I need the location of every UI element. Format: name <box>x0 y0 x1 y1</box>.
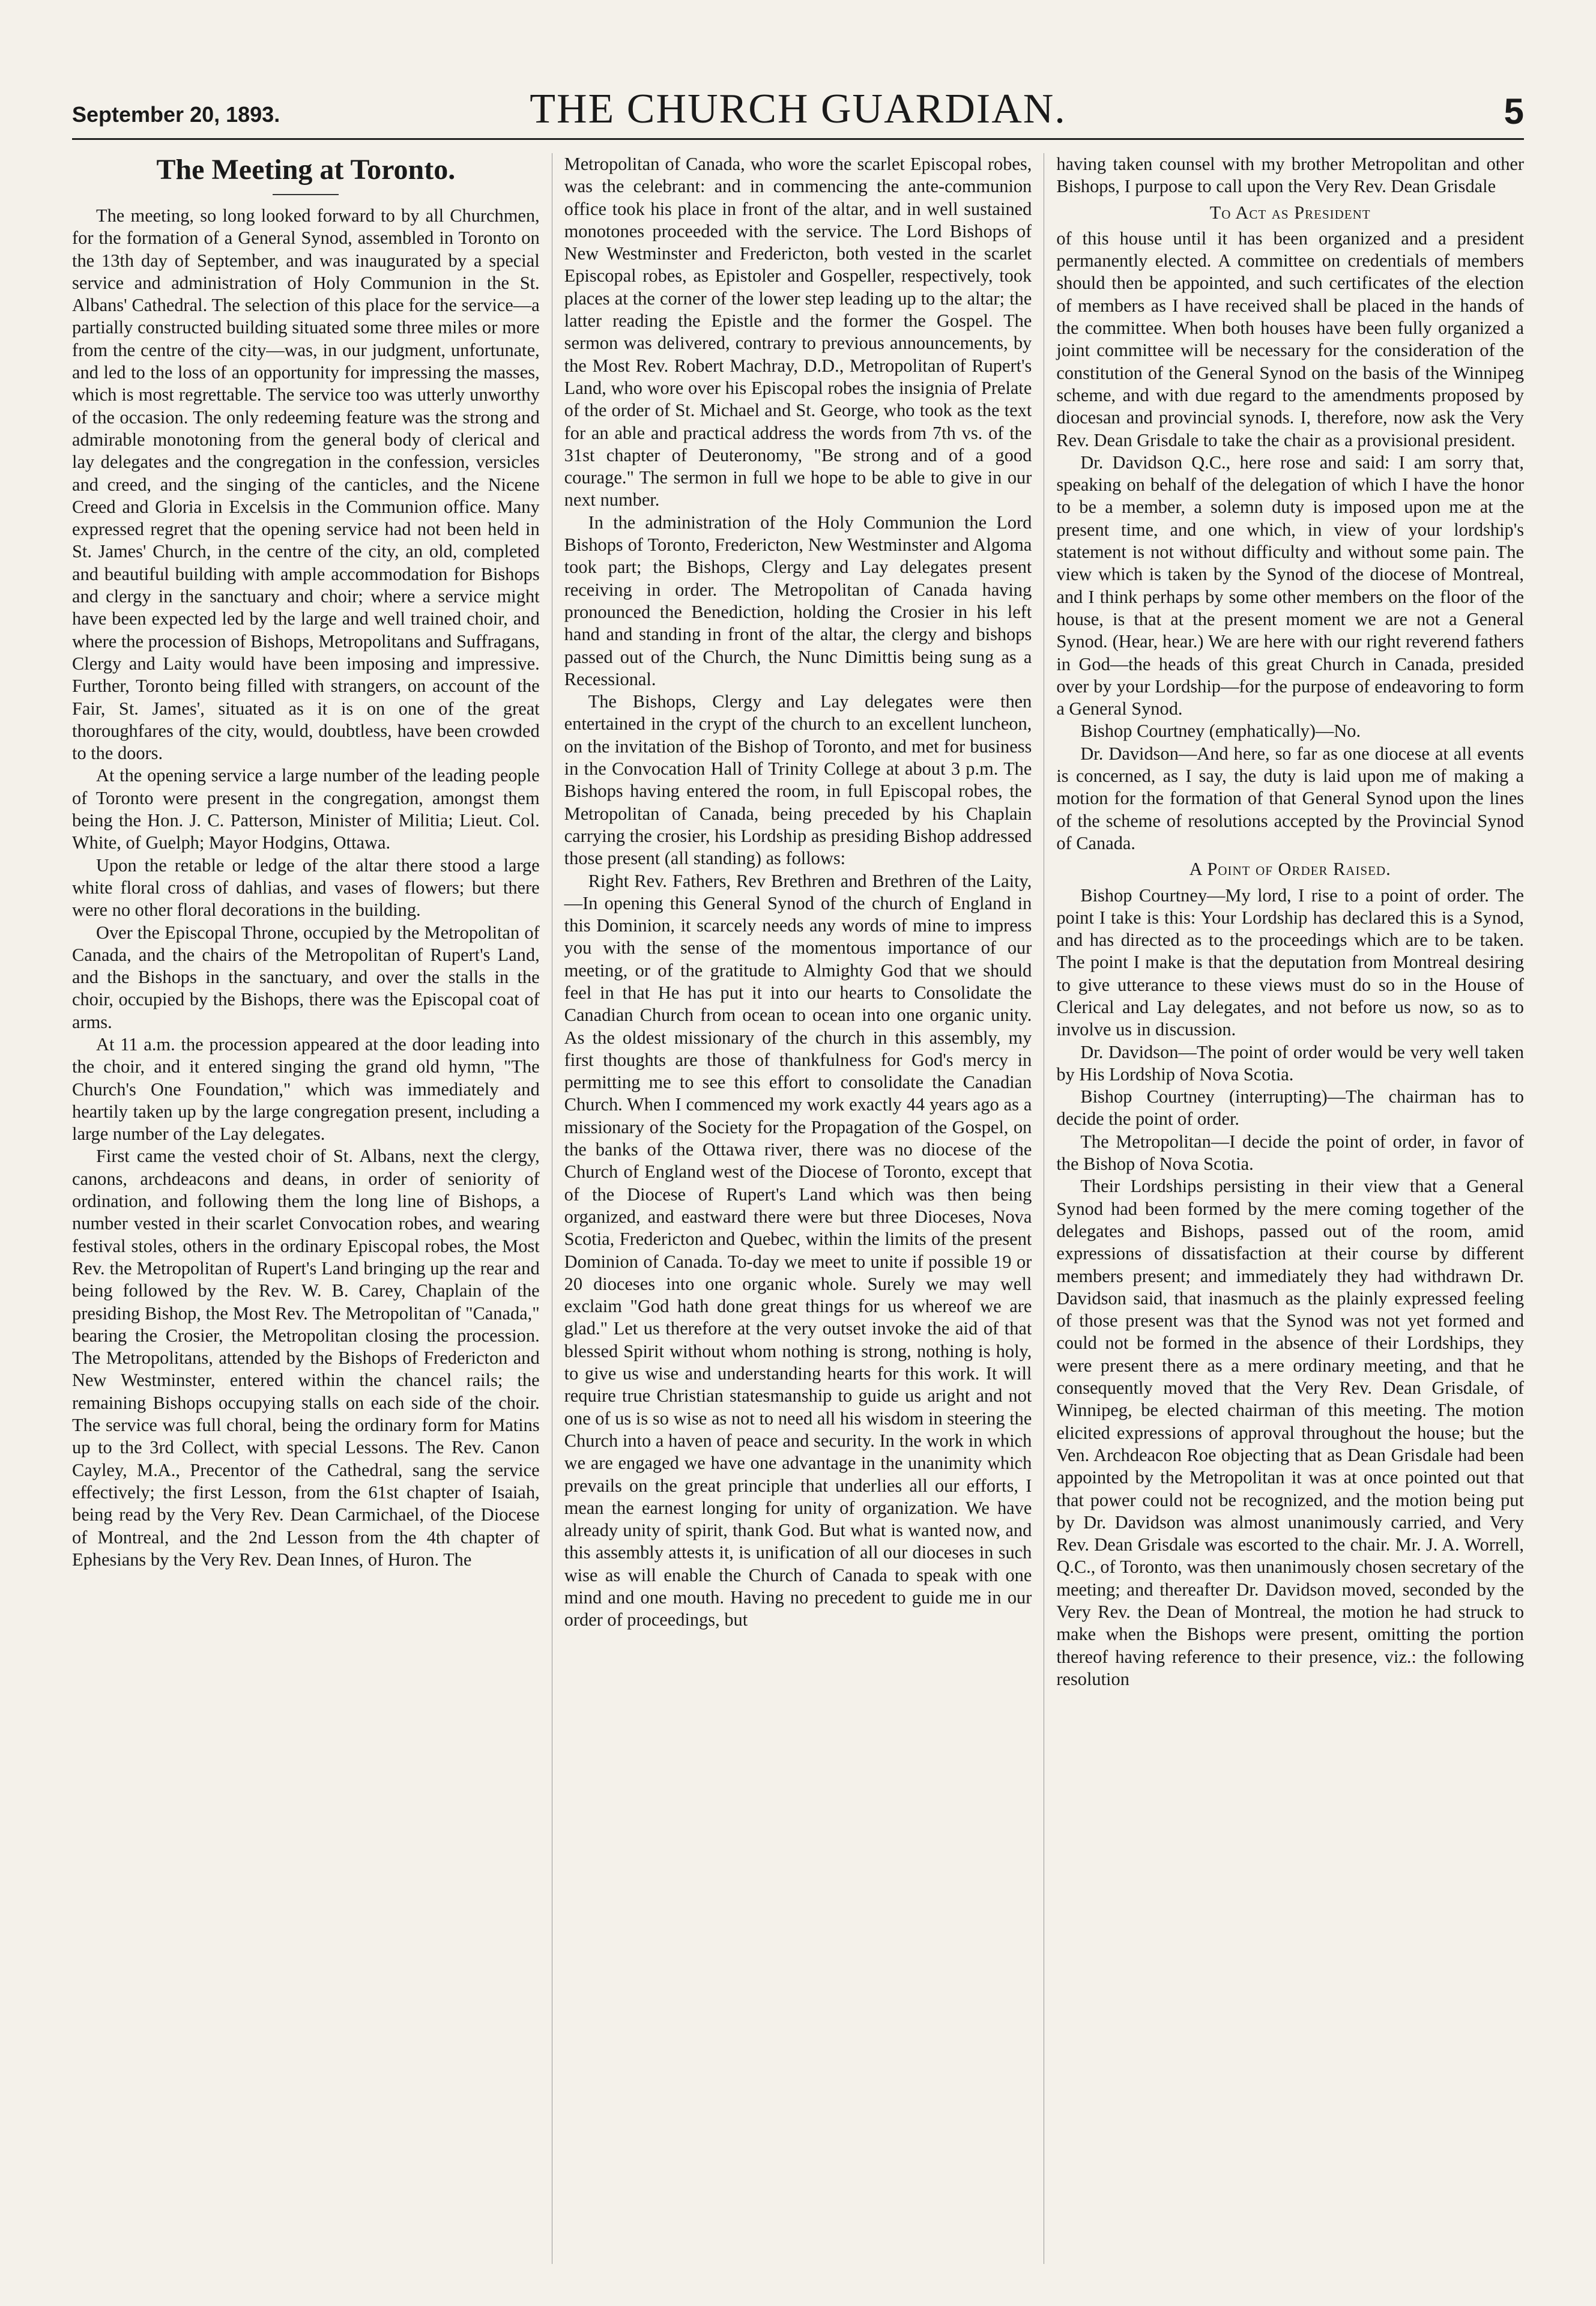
paragraph: Over the Episcopal Throne, occupied by the Metropolitan of Canada, and the chairs of the Metropolitan of Rupert's Land, and the Bishops in the sanctuary, and over the stalls in the choir, occupied by the Bishops, there was the Episcopal coat of arms. <box>72 922 540 1032</box>
paragraph: having taken counsel with my brother Metropolitan and other Bishops, I purpose to call upon the Very Rev. Dean Grisdale <box>1056 154 1525 197</box>
paragraph: Dr. Davidson Q.C., here rose and said: I am sorry that, speaking on behalf of the delegation of which I have the honor to be a member, a solemn duty is imposed upon me at the present time, and one which, in view of your lordship's statement is not without difficulty and without some pain. The view which is taken by the Synod of the diocese of Montreal, and I think perhaps by some other members on the floor of the house, is that at the present moment we are not a General Synod. (Hear, hear.) We are here with our right reverend fathers in God—the heads of this great Church in Canada, presided over by your Lordship—for the purpose of endeavoring to form a General Synod. <box>1056 452 1525 719</box>
paragraph: Right Rev. Fathers, Rev Brethren and Brethren of the Laity,—In opening this General Synod of the church of England in this Dominion, it scarcely needs any words of mine to impress you with the sense of the momentous importance of our meeting, or of the gratitude to Almighty God that we should feel in that He has put it into our hearts to Consolidate the Canadian Church from ocean to ocean into one organic unity. As the oldest missionary of the church in this assembly, my first thoughts are those of thankfulness for God's mercy in permitting me to see this effort to consolidate the Canadian Church. When I commenced my work exactly 44 years ago as a missionary of the Society for the Propagation of the Gospel, on the banks of the Ottawa river, there was no diocese of the Church of England west of the Diocese of Toronto, except that of the Diocese of Rupert's Land which was then being organized, and eastward there were but three Dioceses, Nova Scotia, Fredericton and Quebec, within the limits of the present Dominion of Canada. To-day we meet to unite if possible 19 or 20 dioceses into one organic whole. Surely we may well exclaim "God hath done great things for us whereof we are glad." Let us therefore at the very outset invoke the aid of that blessed Spirit without whom nothing is strong, nothing is holy, to give us wise and understanding hearts for this work. It will require true Christian statesmanship to guide us aright and not one of us is so wise as not to need all his wisdom in steering the Church into a haven of peace and security. In the work in which we are engaged we have one advantage in the unanimity which prevails on the great principle that underlies all our efforts, I mean the earnest longing for unity of organization. We have already unity of spirit, thank God. But what is wanted now, and this assembly attests it, is unification of all our dioceses in such wise as will enable the Church of Canada to speak with one mind and one mouth. Having no precedent to guide me in our order of proceedings, but <box>564 870 1032 1630</box>
column-3 <box>1044 153 1524 2264</box>
paragraph: Bishop Courtney (emphatically)—No. <box>1080 721 1361 742</box>
subheading: To Act as President <box>1209 202 1371 223</box>
article-title: The Meeting at Toronto. <box>156 154 456 186</box>
article-columns <box>72 153 1524 2264</box>
newspaper-title: THE CHURCH GUARDIAN. <box>530 86 1066 132</box>
paragraph: The Metropolitan—I decide the point of order, in favor of the Bishop of Nova Scotia. <box>1056 1131 1525 1175</box>
paragraph: First came the vested choir of St. Albans, next the clergy, canons, archdeacons and deans, in order of seniority of ordination, and following them the long line of Bishops, a number vested in their scarlet Convocation robes, and wearing festival stoles, others in the ordinary Episcopal robes, the Most Rev. the Metropolitan of Rupert's Land bringing up the rear and being followed by the Rev. W. B. Carey, Chaplain of the presiding Bishop, the Most Rev. The Metropolitan of "Canada," bearing the Crosier, the Metropolitan closing the procession. The Metropolitans, attended by the Bishops of Fredericton and New Westminster, entered within the chancel rails; the remaining Bishops occupying stalls on each side of the choir. The service was full choral, being the ordinary form for Matins up to the 3rd Collect, with special Lessons. The Rev. Canon Cayley, M.A., Precentor of the Cathedral, sang the service effectively; the first Lesson, from the 61st chapter of Isaiah, being read by the Very Rev. Dean Carmichael, of the Diocese of Montreal, and the 2nd Lesson from the 4th chapter of Ephesians by the Very Rev. Dean Innes, of Huron. The <box>72 1146 540 1570</box>
column-1 <box>72 153 540 2264</box>
paragraph: Dr. Davidson—And here, so far as one diocese at all events is concerned, as I say, the duty is laid upon me of making a motion for the formation of that General Synod upon the lines of the scheme of resolutions accepted by the Provincial Synod of Canada. <box>1056 743 1525 853</box>
paragraph: Metropolitan of Canada, who wore the scarlet Episcopal robes, was the celebrant: and in commencing the ante-communion office took his place in front of the altar, and in well sustained monotones proceeded with the service. The Lord Bishops of New Westminster and Fredericton, both vested in the scarlet Episcopal robes, as Epistoler and Gospeller, respectively, took places at the corner of the lower step leading up to the altar; the latter reading the Epistle and the former the Gospel. The sermon was delivered, contrary to previous announcements, by the Most Rev. Robert Machray, D.D., Metropolitan of Rupert's Land, who wore over his Episcopal robes the insignia of Prelate of the order of St. Michael and St. George, who took as the text for an able and practical address the words from 7th vs. of the 31st chapter of Deuteronomy, "Be strong and of a good courage." The sermon in full we hope to be able to give in our next number. <box>564 154 1032 510</box>
paragraph: Bishop Courtney—My lord, I rise to a point of order. The point I take is this: Your Lordship has declared this is a Synod, and has directed as to the proceedings which are to be taken. The point I make is that the deputation from Montreal desiring to give utterance to these views must do so in the House of Clerical and Lay delegates, and not before us now, so as to involve us in discussion. <box>1056 885 1525 1040</box>
page-number: 5 <box>1504 91 1524 132</box>
column-2 <box>552 153 1032 2264</box>
paragraph: At 11 a.m. the procession appeared at the door leading into the choir, and it entered singing the grand old hymn, "The Church's One Foundation," which was immediately and heartily taken up by the large congregation present, including a large number of the Lay delegates. <box>72 1033 540 1145</box>
paragraph: The meeting, so long looked forward to by all Churchmen, for the formation of a General Synod, assembled in Toronto on the 13th day of September, and was inaugurated by a special service and administration of Holy Communion in the St. Albans' Cathedral. The selection of this place for the service—a partially constructed building situated some three miles or more from the centre of the city—was, in our judgment, unfortunate, and led to the loss of an opportunity for impressing the masses, which is most regrettable. The service too was utterly unworthy of the occasion. The only redeeming feature was the strong and admirable monotoning from the general body of clerical and lay delegates and the congregation in the confession, versicles and creed, and the singing of the canticles, and the Nicene Creed and Gloria in Excelsis in the Communion office. Many expressed regret that the opening service had not been held in St. James' Church, in the centre of the city, an old, completed and beautiful building with ample accommodation for Bishops and clergy in the sanctuary and choir; where a service might have been expected led by the large and well trained choir, and where the procession of Bishops, Metropolitans and Suffragans, Clergy and Laity would have been imposing and impressive. Further, Toronto being filled with strangers, on account of the Fair, St. James', situated as it is on one of the great thoroughfares of the city, would, doubtless, have been crowded to the doors. <box>72 205 540 764</box>
paragraph: Bishop Courtney (interrupting)—The chairman has to decide the point of order. <box>1056 1086 1525 1130</box>
paragraph: At the opening service a large number of the leading people of Toronto were present in the congregation, amongst them being the Hon. J. C. Patterson, Minister of Militia; Lieut. Col. White, of Guelph; Mayor Hodgins, Ottawa. <box>72 765 540 853</box>
paragraph: Dr. Davidson—The point of order would be very well taken by His Lordship of Nova Scotia. <box>1056 1041 1525 1085</box>
paragraph: The Bishops, Clergy and Lay delegates were then entertained in the crypt of the church to an excellent luncheon, on the invitation of the Bishop of Toronto, and met for business in the Convocation Hall of Trinity College at about 3 p.m. The Bishops having entered the room, in full Episcopal robes, the Metropolitan of Canada, being preceded by his Chaplain carrying the crosier, his Lordship as presiding Bishop addressed those present (all standing) as follows: <box>564 691 1032 869</box>
masthead <box>72 72 1524 140</box>
paragraph: Their Lordships persisting in their view that a General Synod had been formed by the mere coming together of the delegates and Bishops, passed out of the room, amid expressions of dissatisfaction at their course by different members present; and immediately they had withdrawn Dr. Davidson said, that inasmuch as the plainly expressed feeling of those present was that the Synod was not yet formed and could not be formed in the absence of their Lordships, they were present there as a mere ordinary meeting, and that he consequently moved that the Very Rev. Dean Grisdale, of Winnipeg, be elected chairman of this meeting. The motion elicited expressions of approval throughout the house; but the Ven. Archdeacon Roe objecting that as Dean Grisdale had been appointed by the Metropolitan it was at once pointed out that that power could not be recognized, and the motion being put by Dr. Davidson was almost unanimously carried, and Very Rev. Dean Grisdale was escorted to the chair. Mr. J. A. Worrell, Q.C., of Toronto, was then unanimously chosen secretary of the meeting; and thereafter Dr. Davidson moved, seconded by the Very Rev. the Dean of Montreal, the motion he had struck to make when the Bishops were present, omitting the portion thereof having reference to their presence, viz.: the following resolution <box>1056 1176 1525 1689</box>
paragraph: Upon the retable or ledge of the altar there stood a large white floral cross of dahlias, and vases of flowers; but there were no other floral decorations in the building. <box>72 855 540 921</box>
paragraph: In the administration of the Holy Communion the Lord Bishops of Toronto, Fredericton, New Westminster and Algoma took part; the Bishops, Clergy and Lay delegates present receiving in order. The Metropolitan of Canada having pronounced the Benediction, holding the Crosier in his left hand and standing in front of the altar, the clergy and bishops passed out of the Church, the Nunc Dimittis being sung as a Recessional. <box>564 512 1032 689</box>
title-rule <box>273 194 339 195</box>
issue-date: September 20, 1893. <box>72 102 280 127</box>
paragraph: of this house until it has been organized and a president permanently elected. A committee on credentials of members should then be appointed, and such certificates of the election of members as I have received shall be placed in the hands of the committee. When both houses have been fully organized a joint committee will be necessary for the consideration of the constitution of the General Synod on the basis of the Winnipeg scheme, and with due regard to the amendments proposed by diocesan and provincial synods. I, therefore, now ask the Very Rev. Dean Grisdale to take the chair as a provisional president. <box>1056 228 1525 450</box>
subheading: A Point of Order Raised. <box>1189 859 1391 880</box>
